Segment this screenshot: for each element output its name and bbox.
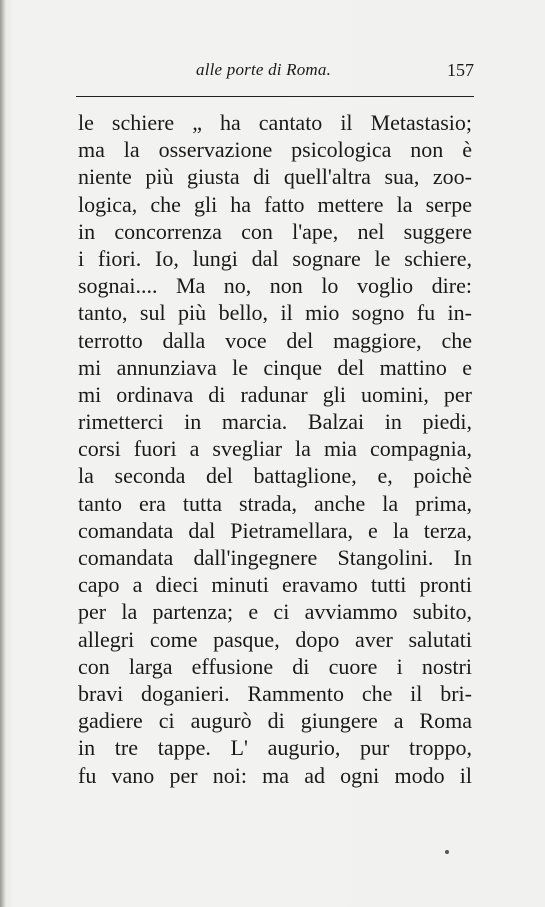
text-line: tanto era tutta strada, anche la prima, (78, 490, 472, 516)
text-line: mi annunziava le cinque del mattino e (78, 354, 472, 380)
text-line: corsi fuori a svegliar la mia compagnia, (78, 436, 472, 462)
page-number: 157 (447, 60, 474, 80)
text-line: la seconda del battaglione, e, poichè (78, 463, 472, 489)
text-line: allegri come pasque, dopo aver salutati (78, 626, 472, 652)
page-header (76, 60, 474, 84)
running-title: alle porte di Roma. (196, 60, 332, 79)
text-line: ma la osservazione psicologica non è (78, 137, 472, 163)
text-line: con larga effusione di cuore i nostri (78, 653, 472, 679)
text-line: in tre tappe. L' augurio, pur troppo, (78, 735, 472, 761)
text-line: gadiere ci augurò di giungere a Roma (78, 708, 472, 734)
text-line: niente più giusta di quell'altra sua, zoo- (78, 164, 472, 190)
text-line: tanto, sul più bello, il mio sogno fu in- (78, 300, 472, 326)
text-line: rimetterci in marcia. Balzai in piedi, (78, 409, 472, 435)
header-rule (76, 96, 474, 97)
text-line: in concorrenza con l'ape, nel suggere (78, 218, 472, 244)
text-line: comandata dal Pietramellara, e la terza, (78, 517, 472, 543)
text-line: terrotto dalla voce del maggiore, che (78, 327, 472, 353)
text-line: per la partenza; e ci avviammo subito, (78, 599, 472, 625)
text-line: comandata dall'ingegnere Stangolini. In (78, 545, 472, 570)
text-line: logica, che gli ha fatto mettere la serpe (78, 191, 472, 217)
text-line: sognai.... Ma no, non lo voglio dire: (78, 273, 472, 299)
text-line: capo a dieci minuti eravamo tutti pronti (78, 572, 472, 598)
body-text (78, 109, 472, 789)
text-line: fu vano per noi: ma ad ogni modo il (78, 762, 472, 788)
text-line: mi ordinava di radunar gli uomini, per (78, 381, 472, 407)
text-line: bravi doganieri. Rammento che il bri- (78, 680, 472, 706)
binding-edge (0, 0, 6, 907)
text-line: i fiori. Io, lungi dal sognare le schiere, (78, 245, 472, 271)
ink-speck (445, 850, 449, 854)
text-line: le schiere „ ha cantato il Metastasio; (78, 110, 472, 135)
